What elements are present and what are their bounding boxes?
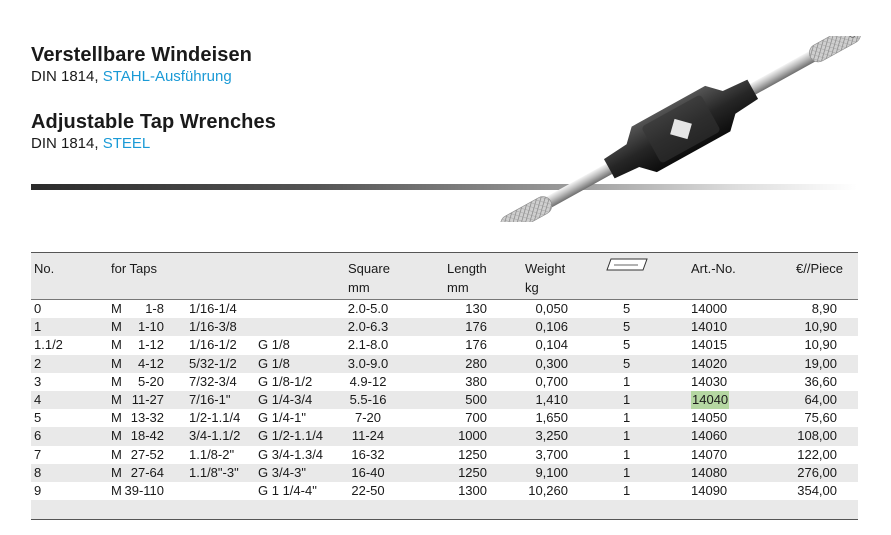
table-row <box>31 391 858 409</box>
cell-price: 19,00 <box>804 355 837 371</box>
cell-price: 75,60 <box>804 410 837 426</box>
cell-pack: 1 <box>623 482 631 498</box>
cell-art: 14090 <box>691 482 728 498</box>
table-row <box>31 482 858 500</box>
cell-pack: 1 <box>623 446 631 462</box>
table-row <box>31 318 858 336</box>
cell-inch: 7/16-1" <box>189 391 231 407</box>
cell-m: M <box>111 337 122 353</box>
cell-inch: 1/16-3/8 <box>189 319 237 335</box>
cell-pack: 1 <box>623 373 631 389</box>
cell-g: G 1/8-1/2 <box>258 373 313 389</box>
cell-price: 354,00 <box>797 482 837 498</box>
package-quantity-icon <box>605 257 649 273</box>
cell-m: M <box>111 355 122 371</box>
cell-length: 1300 <box>458 482 487 498</box>
cell-size: 27-52 <box>130 446 164 462</box>
cell-square: 4.9-12 <box>349 373 387 389</box>
cell-no: 9 <box>34 482 42 498</box>
cell-weight: 0,300 <box>535 355 568 371</box>
cell-inch: 1.1/8"-3" <box>189 464 239 480</box>
cell-pack: 5 <box>623 301 631 316</box>
cell-square: 7-20 <box>354 410 382 426</box>
cell-length: 1250 <box>458 464 487 480</box>
cell-no: 2 <box>34 355 42 371</box>
cell-price: 8,90 <box>811 301 837 316</box>
cell-square: 16-32 <box>351 446 385 462</box>
cell-art: 14080 <box>691 464 728 480</box>
cell-length: 1250 <box>458 446 487 462</box>
cell-art: 14020 <box>691 355 728 371</box>
cell-square: 5.5-16 <box>349 391 387 407</box>
cell-inch: 3/4-1.1/2 <box>189 428 241 444</box>
cell-size: 1-8 <box>145 301 164 316</box>
cell-m: M <box>111 319 122 335</box>
header-art-no: Art.-No. <box>691 261 736 276</box>
cell-g: G 1/8 <box>258 355 290 371</box>
german-title: Verstellbare Windeisen <box>31 44 252 66</box>
cell-size: 1-12 <box>137 337 164 353</box>
cell-art: 14015 <box>691 337 728 353</box>
cell-price: 64,00 <box>804 391 837 407</box>
cell-no: 7 <box>34 446 42 462</box>
cell-pack: 5 <box>623 337 631 353</box>
table-row <box>31 409 858 427</box>
cell-no: 5 <box>34 410 42 426</box>
cell-pack: 1 <box>623 391 631 407</box>
cell-size: 39-110 <box>124 482 164 498</box>
cell-pack: 1 <box>623 410 631 426</box>
cell-length: 176 <box>465 337 487 353</box>
cell-inch: 1/16-1/4 <box>189 301 237 316</box>
tap-wrench-image <box>495 36 867 222</box>
cell-square: 22-50 <box>351 482 385 498</box>
cell-art: 14050 <box>691 410 728 426</box>
cell-g: G 1/4-3/4 <box>258 391 313 407</box>
cell-length: 280 <box>465 355 487 371</box>
cell-square: 11-24 <box>351 428 385 444</box>
cell-square: 2.0-5.0 <box>347 301 389 316</box>
header-no: No. <box>34 261 55 276</box>
cell-art: 14060 <box>691 428 728 444</box>
cell-size: 18-42 <box>130 428 164 444</box>
cell-g: G 3/4-3" <box>258 464 306 480</box>
english-material: STEEL <box>102 135 151 152</box>
cell-no: 8 <box>34 464 42 480</box>
cell-weight: 3,700 <box>535 446 568 462</box>
table-row <box>31 446 858 464</box>
cell-art: 14000 <box>691 301 728 316</box>
cell-price: 36,60 <box>804 373 837 389</box>
cell-m: M <box>111 410 122 426</box>
cell-square: 3.0-9.0 <box>347 355 389 371</box>
german-heading <box>31 44 252 85</box>
german-din: DIN 1814, <box>31 68 103 85</box>
product-table <box>31 252 858 520</box>
cell-no: 1.1/2 <box>34 337 63 353</box>
cell-art: 14010 <box>691 319 728 335</box>
table-row <box>31 464 858 482</box>
cell-art: 14070 <box>691 446 728 462</box>
cell-length: 380 <box>465 373 487 389</box>
cell-weight: 1,650 <box>535 410 568 426</box>
table-header <box>31 252 858 300</box>
english-subtitle <box>31 135 276 152</box>
cell-g: G 1/2-1.1/4 <box>258 428 324 444</box>
header-for-taps: for Taps <box>111 261 158 276</box>
cell-weight: 0,700 <box>535 373 568 389</box>
cell-pack: 5 <box>623 355 631 371</box>
cell-price: 122,00 <box>797 446 837 462</box>
cell-weight: 0,104 <box>535 337 568 353</box>
cell-price: 276,00 <box>797 464 837 480</box>
cell-size: 1-10 <box>137 319 164 335</box>
english-din: DIN 1814, <box>31 135 103 152</box>
english-title: Adjustable Tap Wrenches <box>31 111 276 133</box>
cell-weight: 1,410 <box>535 391 568 407</box>
cell-weight: 0,050 <box>535 301 568 316</box>
cell-size: 5-20 <box>137 373 164 389</box>
cell-m: M <box>111 446 122 462</box>
cell-art: 14030 <box>691 373 728 389</box>
cell-weight: 10,260 <box>528 482 568 498</box>
cell-no: 3 <box>34 373 42 389</box>
german-material: STAHL-Ausführung <box>102 68 232 85</box>
cell-length: 500 <box>465 391 487 407</box>
cell-weight: 3,250 <box>535 428 568 444</box>
cell-inch: 1/16-1/2 <box>189 337 237 353</box>
cell-size: 4-12 <box>137 355 164 371</box>
table-row <box>31 336 858 354</box>
table-footer <box>31 500 858 520</box>
header-length: Length mm <box>447 261 487 295</box>
header-square: Square mm <box>348 261 390 295</box>
cell-m: M <box>111 464 122 480</box>
cell-no: 1 <box>34 319 42 335</box>
table-row <box>31 355 858 373</box>
cell-g: G 1/8 <box>258 337 290 353</box>
cell-m: M <box>111 373 122 389</box>
english-heading <box>31 111 276 152</box>
cell-m: M <box>111 428 122 444</box>
cell-square: 2.0-6.3 <box>347 319 389 335</box>
cell-g: G 1/4-1" <box>258 410 306 426</box>
cell-inch: 1.1/8-2" <box>189 446 235 462</box>
table-body <box>31 300 858 500</box>
header-price: €//Piece <box>796 261 843 276</box>
cell-inch: 7/32-3/4 <box>189 373 237 389</box>
cell-g: G 3/4-1.3/4 <box>258 446 324 462</box>
cell-no: 0 <box>34 301 42 316</box>
cell-square: 16-40 <box>351 464 385 480</box>
cell-inch: 1/2-1.1/4 <box>189 410 241 426</box>
cell-length: 130 <box>465 301 487 316</box>
cell-price: 108,00 <box>797 428 837 444</box>
cell-inch: 5/32-1/2 <box>189 355 237 371</box>
cell-no: 6 <box>34 428 42 444</box>
cell-m: M <box>111 482 122 498</box>
cell-no: 4 <box>34 391 42 407</box>
table-row <box>31 427 858 445</box>
cell-pack: 1 <box>623 464 631 480</box>
table-row <box>31 300 858 318</box>
cell-weight: 9,100 <box>535 464 568 480</box>
cell-length: 700 <box>465 410 487 426</box>
cell-price: 10,90 <box>804 319 837 335</box>
table-row <box>31 373 858 391</box>
cell-g: G 1 1/4-4" <box>258 482 317 498</box>
cell-size: 11-27 <box>131 391 164 407</box>
cell-length: 1000 <box>458 428 487 444</box>
cell-square: 2.1-8.0 <box>347 337 389 353</box>
cell-price: 10,90 <box>804 337 837 353</box>
cell-pack: 1 <box>623 428 631 444</box>
cell-m: M <box>111 391 122 407</box>
cell-length: 176 <box>465 319 487 335</box>
cell-weight: 0,106 <box>535 319 568 335</box>
cell-m: M <box>111 301 122 316</box>
cell-pack: 5 <box>623 319 631 335</box>
cell-size: 27-64 <box>130 464 164 480</box>
cell-size: 13-32 <box>130 410 164 426</box>
german-subtitle <box>31 68 252 85</box>
header-weight: Weight kg <box>525 261 566 295</box>
cell-art: 14040 <box>692 391 729 407</box>
